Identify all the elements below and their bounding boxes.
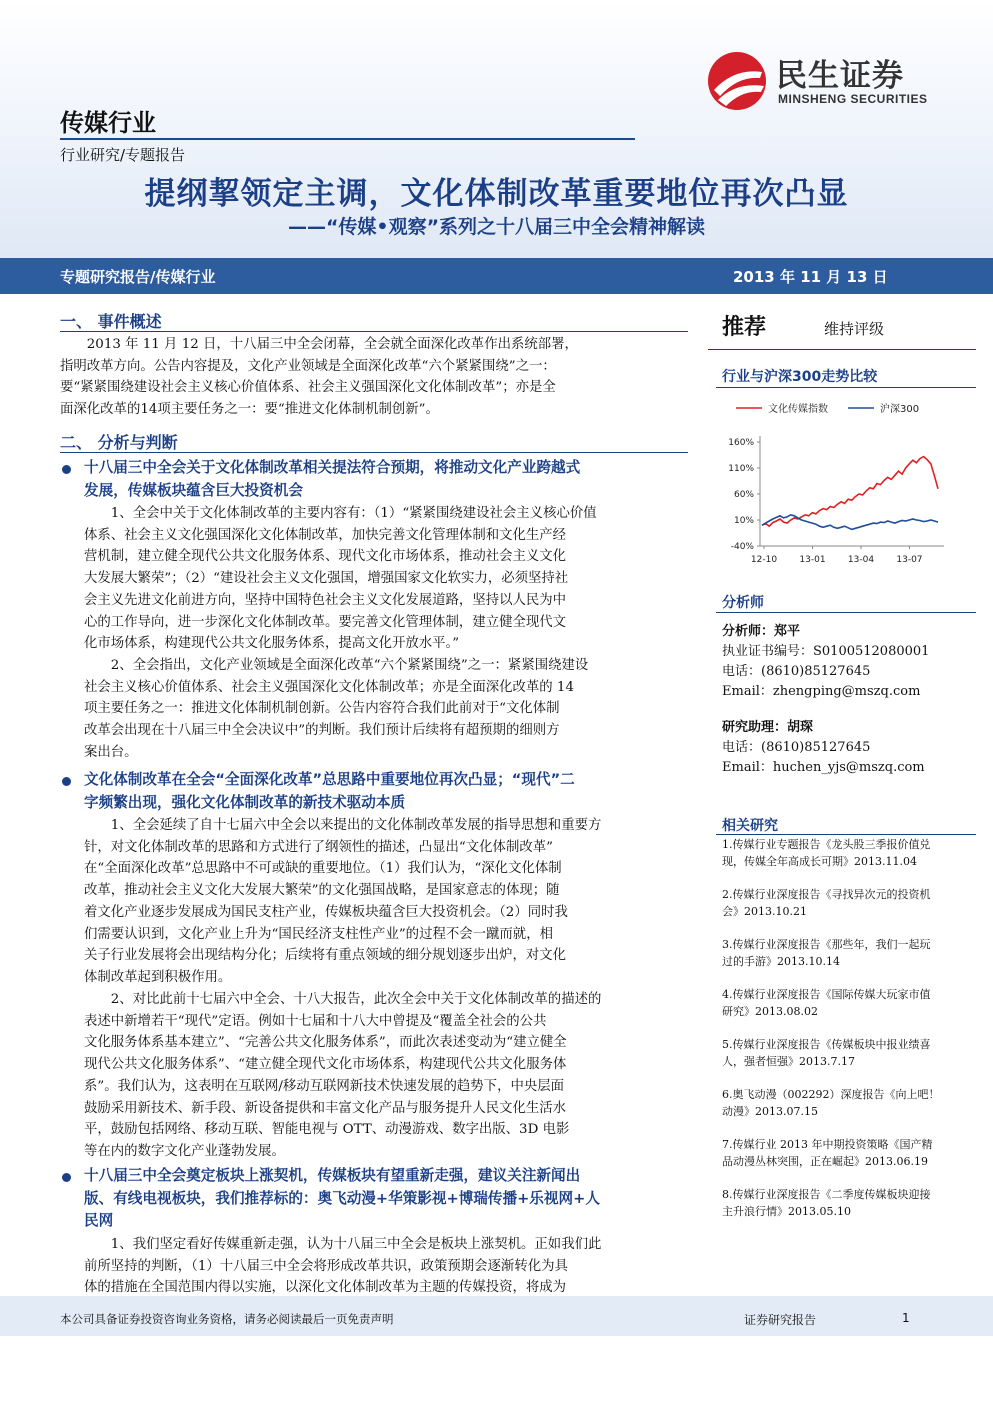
bullet-3-paragraph-1 [84, 1234, 688, 1299]
related-item-line: 8.传媒行业深度报告《二季度传媒板块迎接 [722, 1188, 931, 1201]
analyst-name: 分析师：郑平 [722, 624, 801, 639]
related-item-line: 会》2013.10.21 [722, 905, 807, 918]
overview-paragraph [60, 334, 688, 421]
x-tick-label: 13-01 [799, 555, 826, 565]
text-line: 等在内的数字文化产业蓬勃发展。 [84, 1143, 285, 1159]
bullet-line: 文化体制改革在全会“全面深化改革”总思路中重要地位再次凸显；“现代”二 [84, 771, 575, 788]
header-rule [60, 138, 635, 140]
text-line: 着文化产业逐步发展成为国民支柱产业，传媒板块蕴含巨大投资机会。（2）同时我 [84, 904, 568, 920]
text-line: 改革会出现在十八届三中全会决议中”的判断。我们预计后续将有超预期的细则方 [84, 723, 560, 739]
trend-chart [716, 394, 978, 574]
text-line: 体制改革起到积极作用。 [84, 969, 232, 985]
bullet-line: 十八届三中全会关于文化体制改革相关提法符合预期，将推动文化产业跨越式 [84, 459, 581, 476]
side-rule [716, 387, 976, 388]
related-item-line: 7.传媒行业 2013 年中期投资策略《国产精 [722, 1138, 933, 1151]
text-line: 面深化改革的14项主要任务之一：要“推进文化体制机制创新”。 [60, 402, 439, 418]
y-tick-label: 60% [733, 490, 754, 500]
chart-legend [736, 402, 919, 415]
text-line: 前所坚持的判断，（1）十八届三中全会将形成改革共识，政策预期会逐渐转化为具 [84, 1258, 568, 1274]
text-line: 体系、社会主义文化强国深化文化体制改革，加快完善文化管理体制和文化生产经 [84, 527, 567, 543]
text-line: 案出台。 [84, 744, 138, 760]
bullet-line: 版、有线电视板块，我们推荐标的：奥飞动漫+华策影视+博瑞传播+乐视网+人 [84, 1189, 600, 1207]
text-line: 们需要认识到，文化产业上升为“国民经济支柱性产业”的过程不会一蹴而就，相 [84, 926, 553, 942]
y-tick-label: 160% [728, 438, 754, 448]
x-tick-label: 13-07 [896, 555, 923, 565]
bullet-1-paragraph-1 [84, 503, 688, 655]
section-title-overview: 一、 事件概述 [60, 312, 162, 331]
side-rule [716, 612, 976, 613]
text-line: 鼓励采用新技术、新手段、新设备提供和丰富文化产品与服务提升人民文化生活水 [84, 1100, 567, 1116]
logo-chinese: 民生证券 [776, 58, 904, 94]
related-item-line: 5.传媒行业深度报告《传媒板块中报业绩喜 [722, 1038, 931, 1051]
analyst-heading: 分析师 [722, 595, 764, 611]
related-item-line: 2.传媒行业深度报告《寻找异次元的投资机 [722, 888, 931, 901]
related-item[interactable] [722, 836, 980, 870]
y-tick-label: 110% [728, 464, 754, 474]
assistant-info [722, 718, 982, 778]
footer-disclaimer[interactable]: 本公司具备证券投资咨询业务资格，请务必阅读最后一页免责声明 [60, 1312, 394, 1326]
bullet-1-paragraph-2 [84, 655, 688, 764]
report-type: 行业研究/专题报告 [60, 146, 186, 164]
bullet-heading-3 [84, 1165, 689, 1233]
related-item-line: 主升浪行情》2013.05.10 [722, 1205, 851, 1218]
related-item[interactable] [722, 886, 980, 920]
text-line: 社会主义核心价值体系、社会主义强国深化文化体制改革；亦是全面深化改革的 14 [84, 679, 574, 695]
report-date: 2013 年 11 月 13 日 [733, 268, 888, 286]
related-heading: 相关研究 [722, 818, 778, 834]
related-item-line: 过的手游》2013.10.14 [722, 955, 840, 968]
section-rule [60, 452, 688, 453]
y-tick-label: -40% [730, 542, 754, 552]
related-item-line: 4.传媒行业深度报告《国际传媒大玩家市值 [722, 988, 931, 1001]
text-line: 项主要任务之一：推进文化体制机制创新。公告内容符合我们此前对于“文化体制 [84, 701, 560, 717]
text-line: 1、全会延续了自十七届六中全会以来提出的文化体制改革发展的指导思想和重要方 [84, 818, 602, 833]
page-number: 1 [902, 1311, 910, 1325]
bullet-icon [62, 777, 71, 786]
related-item-line: 人，强者恒强》2013.7.17 [722, 1055, 855, 1068]
bullet-line: 字频繁出现，强化文化体制改革的新技术驱动本质 [84, 793, 406, 811]
related-item-line: 研究》2013.08.02 [722, 1005, 818, 1018]
related-item-line: 现，传媒全年高成长可期》2013.11.04 [722, 855, 917, 868]
text-line: 体的措施在全国范围内得以实施，以深化文化体制改革为主题的传媒投资，将成为 [84, 1280, 567, 1296]
assistant-tel: 电话：(8610)85127645 [722, 740, 871, 755]
text-line: 化市场体系，构建现代公共文化服务体系，提高文化开放水平。” [84, 636, 460, 652]
analyst-cert: 执业证书编号：S0100512080001 [722, 644, 930, 659]
text-line: 改革，推动社会主义文化大发展大繁荣”的文化强国战略，是国家意志的体现；随 [84, 883, 560, 899]
related-item-line: 品动漫丛林突围，正在崛起》2013.06.19 [722, 1155, 928, 1168]
bullet-heading-2 [84, 769, 689, 814]
x-tick-label: 13-04 [847, 555, 875, 565]
chart-x-axis [751, 546, 944, 565]
band-category: 专题研究报告/传媒行业 [60, 268, 216, 286]
related-item[interactable] [722, 1036, 980, 1070]
related-item-line: 6.奥飞动漫（002292）深度报告《向上吧！ [722, 1088, 940, 1101]
footer-label: 证券研究报告 [744, 1313, 817, 1327]
text-line: 系”。我们认为，这表明在互联网/移动互联网新技术快速发展的趋势下，中央层面 [84, 1078, 565, 1094]
text-line: 指明改革方向。公告内容提及，文化产业领域是全面深化改革“六个紧紧围绕”之一： [60, 358, 556, 374]
assistant-email: Email：huchen_yjs@mszq.com [722, 760, 925, 775]
text-line: 大发展大繁荣”；（2）“建设社会主义文化强国，增强国家文化软实力，必须坚持社 [84, 571, 569, 587]
text-line: 1、全会中关于文化体制改革的主要内容有：（1）“紧紧围绕建设社会主义核心价值 [84, 506, 597, 521]
chart-heading: 行业与沪深300走势比较 [722, 369, 878, 385]
text-line: 营机制，建立健全现代公共文化服务体系、现代文化市场体系，推动社会主义文化 [84, 549, 567, 565]
text-line: 表述中新增若干“现代”定语。例如十七届和十八大中曾提及“覆盖全社会的公共 [84, 1013, 547, 1029]
bullet-2-paragraph-1 [84, 815, 688, 989]
text-line: 2013 年 11 月 12 日，十八届三中全会闭幕，全会就全面深化改革作出系统部署， [60, 337, 578, 352]
report-subtitle: ——“传媒•观察”系列之十八届三中全会精神解读 [287, 216, 706, 238]
company-logo [706, 48, 946, 118]
rating: 推荐 [722, 315, 767, 340]
text-line: 现代公共文化服务体系”、“建立健全现代文化市场体系，构建现代公共文化服务体 [84, 1057, 567, 1073]
analyst-email: Email：zhengping@mszq.com [722, 684, 921, 699]
analyst-tel: 电话：(8610)85127645 [722, 664, 871, 679]
text-line: 1、我们坚定看好传媒重新走强，认为十八届三中全会是板块上涨契机。正如我们此 [84, 1237, 602, 1252]
related-list [722, 836, 980, 1236]
text-line: 要“紧紧围绕建设社会主义核心价值体系、社会主义强国深化文化体制改革”；亦是全 [60, 380, 556, 396]
logo-english: MINSHENG SECURITIES [778, 92, 928, 106]
text-line: 针，对文化体制改革的思路和方式进行了纲领性的描述，凸显出“文化体制改革” [84, 839, 553, 855]
side-rule [708, 349, 976, 350]
text-line: 2、全会指出，文化产业领域是全面深化改革“六个紧紧围绕”之一：紧紧围绕建设 [84, 658, 589, 673]
text-line: 在“全面深化改革”总思路中不可或缺的重要地位。（1）我们认为，“深化文化体制 [84, 861, 562, 877]
bullet-icon [62, 1173, 71, 1182]
related-item[interactable] [722, 1086, 980, 1120]
legend-label: 文化传媒指数 [768, 404, 828, 415]
bullet-icon [62, 465, 71, 474]
y-tick-label: 10% [733, 516, 754, 526]
analyst-info [722, 622, 982, 702]
related-item[interactable] [722, 1136, 980, 1170]
section-title-analysis: 二、 分析与判断 [60, 433, 178, 452]
chart-plot-area [762, 457, 938, 530]
text-line: 会主义先进文化前进方向，坚持中国特色社会主义文化发展道路，坚持以人民为中 [84, 592, 567, 608]
bullet-2-paragraph-2 [84, 989, 688, 1163]
industry-label: 传媒行业 [60, 109, 156, 137]
bullet-line: 发展，传媒板块蕴含巨大投资机会 [84, 481, 303, 499]
text-line: 2、对比此前十七届六中全会、十八大报告，此次全会中关于文化体制改革的描述的 [84, 992, 602, 1007]
assistant-name: 研究助理：胡琛 [722, 720, 814, 735]
text-line: 平，鼓励包括网络、移动互联、智能电视与 OTT、动漫游戏、数字出版、3D 电影 [84, 1122, 570, 1138]
related-item-line: 3.传媒行业深度报告《那些年，我们一起玩 [722, 938, 931, 951]
rating-note: 维持评级 [824, 320, 885, 338]
text-line: 文化服务体系基本建立”、“完善公共文化服务体系”，而此次表述变动为“建立健全 [84, 1035, 567, 1051]
section-rule [60, 331, 688, 332]
related-item-line: 动漫》2013.07.15 [722, 1105, 818, 1118]
text-line: 心的工作导向，进一步深化文化体制改革。要完善文化管理体制，建立健全现代文 [84, 614, 567, 630]
legend-label: 沪深300 [880, 404, 920, 415]
related-item[interactable] [722, 936, 980, 970]
related-item[interactable] [722, 1186, 980, 1220]
minsheng-logo-icon [706, 50, 768, 112]
bullet-heading-1 [84, 457, 689, 502]
text-line: 关子行业发展将会出现结构分化；后续将有重点领域的细分规划逐步出炉，对文化 [84, 948, 567, 964]
bullet-line: 十八届三中全会奠定板块上涨契机，传媒板块有望重新走强，建议关注新闻出 [84, 1167, 581, 1184]
related-item[interactable] [722, 986, 980, 1020]
bullet-line: 民网 [84, 1212, 114, 1229]
related-item-line: 1.传媒行业专题报告《龙头股三季报价值兑 [722, 838, 931, 851]
report-title: 提纲挈领定主调，文化体制改革重要地位再次凸显 [144, 176, 849, 212]
chart-y-axis [728, 436, 760, 552]
x-tick-label: 12-10 [750, 555, 778, 565]
side-rule [716, 834, 976, 835]
